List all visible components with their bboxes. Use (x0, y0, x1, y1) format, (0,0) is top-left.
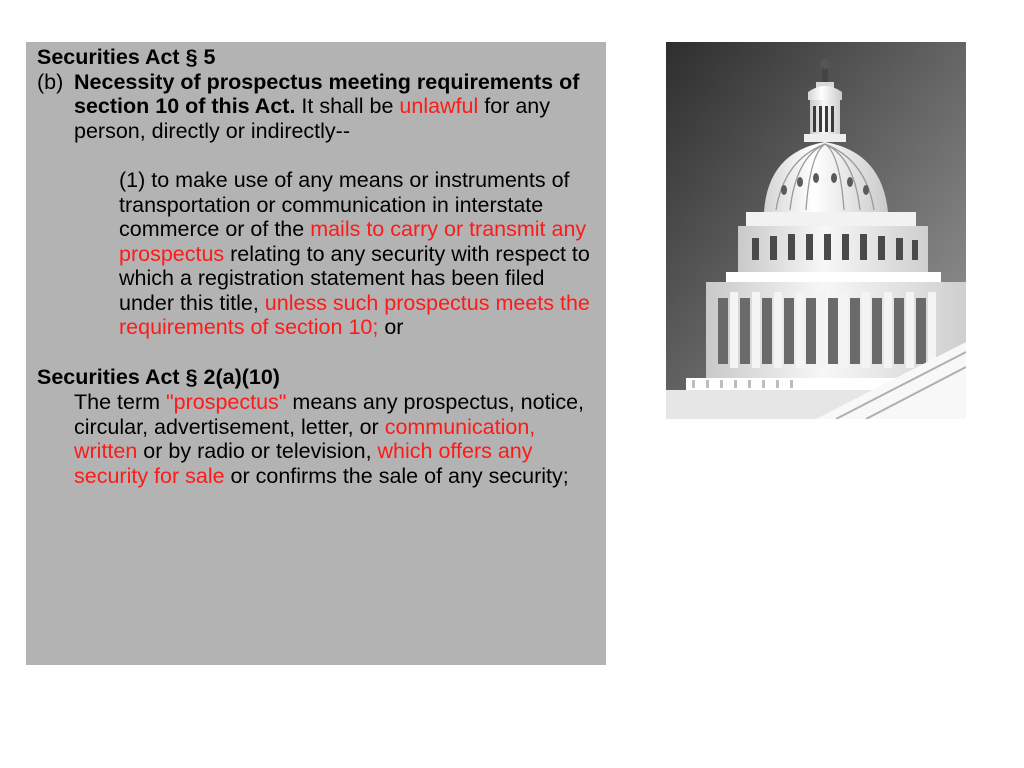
subsection-b-title: Necessity of prospectus meeting requirements of section 10 of this Act. (74, 69, 580, 118)
communication-highlight: communication, written (74, 414, 536, 463)
statute-text-panel (26, 42, 606, 665)
clause-1-text: relating to any security with respect to which a registration statement has been filed under this title, (119, 241, 590, 315)
subsection-b-text: It shall be (295, 94, 400, 118)
section-2a10-heading: Securities Act § 2(a)(10) (37, 364, 280, 389)
requirements-highlight: unless such prospectus meets the requirements of section 10; (119, 290, 590, 339)
clause-1-text: (1) to make use of any means or instruments of transportation or communication in interstate commerce or of the (119, 168, 570, 241)
offers-security-highlight: which offers any security for sale (74, 439, 533, 488)
clause-1-text: or (378, 315, 404, 339)
section-5-heading: Securities Act § 5 (37, 45, 216, 69)
definition-text: means any prospectus, notice, circular, advertisement, letter, or (74, 390, 585, 439)
subsection-b-paragraph (37, 70, 596, 144)
subsection-b-marker: (b) (37, 69, 64, 94)
clause-1-paragraph (37, 168, 596, 340)
definition-text: or by radio or television, (137, 439, 378, 463)
prospectus-definition-paragraph (37, 390, 596, 488)
definition-text: The term (74, 390, 166, 414)
prospectus-term-highlight: "prospectus" (166, 390, 287, 414)
capitol-dome-photo (666, 42, 966, 419)
subsection-b-text: for any person, directly or indirectly-- (74, 94, 550, 143)
unlawful-highlight: unlawful (399, 94, 479, 118)
mails-highlight: mails to carry or transmit any prospectus (119, 217, 587, 266)
definition-text: or confirms the sale of any security; (224, 463, 569, 488)
